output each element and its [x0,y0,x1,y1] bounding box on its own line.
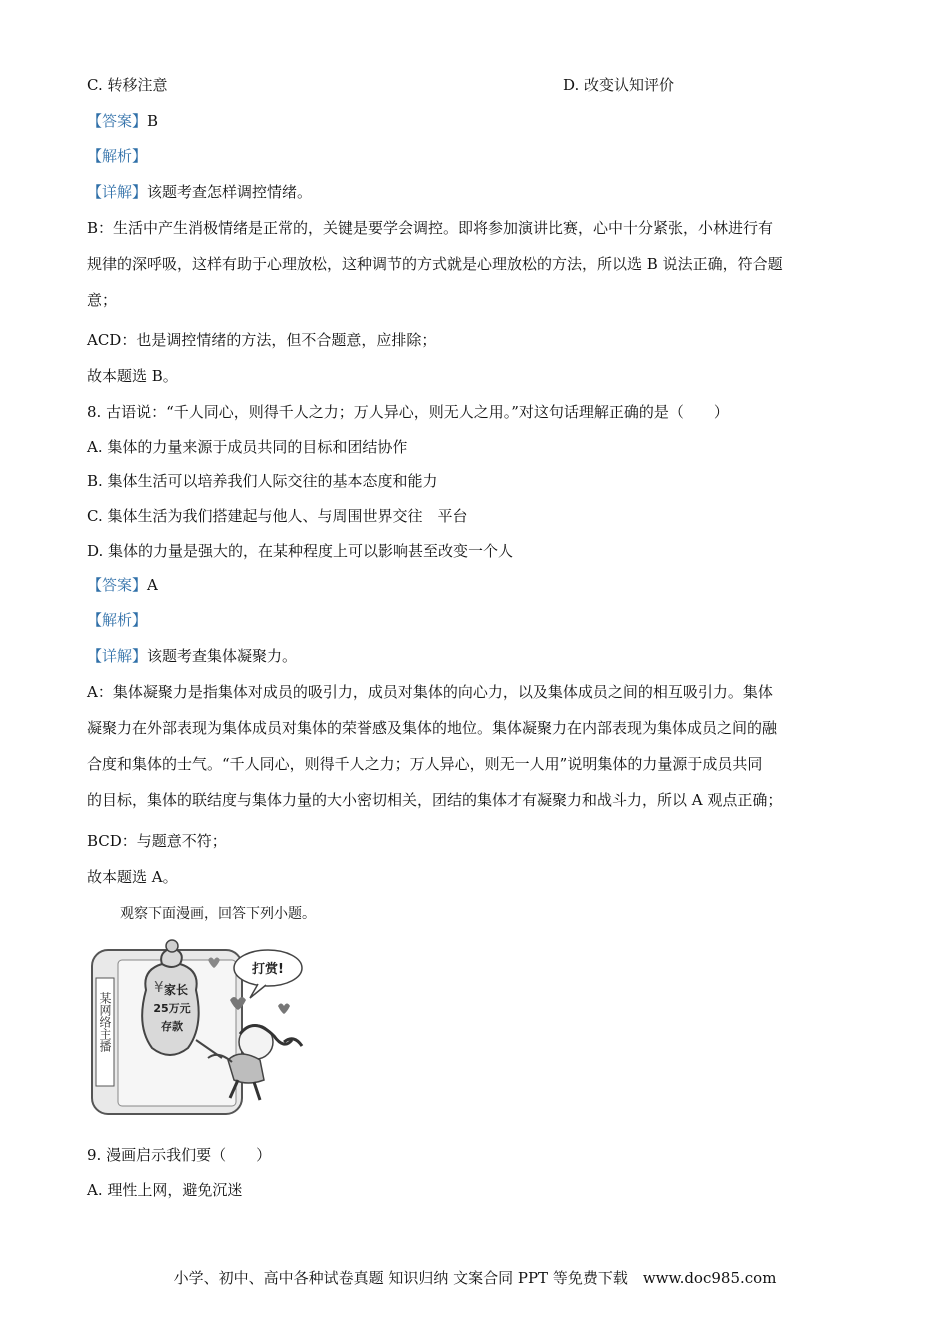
page-footer: 小学、初中、高中各种试卷真题 知识归纳 文案合同 PPT 等免费下载 www.doc985.com [173,1269,777,1287]
bag-label-3: 存款 [161,1020,183,1033]
q7-detail [87,182,312,202]
comic-prompt: 观察下面漫画，回答下列小题。 [120,906,316,922]
answer-value: B [147,112,159,130]
speech-text: 打赏! [252,962,284,977]
q8-explanation-bcd: BCD：与题意不符； [87,832,227,850]
q8-analysis-tag: 【解析】 [87,611,148,629]
q9-stem: 9. 漫画启示我们要（ ） [87,1146,272,1164]
girl-body [228,1054,264,1083]
answer-tag: 【答案】 [87,576,148,594]
q7-conclusion: 故本题选 B。 [87,367,178,385]
q7-explanation-b-3: 意； [87,291,118,309]
svg-text:¥: ¥ [154,978,164,996]
detail-text: 该题考查怎样调控情绪。 [147,183,313,201]
q8-option-d: D. 集体的力量是强大的，在某种程度上可以影响甚至改变一个人 [87,542,514,560]
q8-stem: 8. 古语说：“千人同心，则得千人之力；万人异心，则无人之用。”对这句话理解正确的是（ ） [87,403,729,421]
q8-option-a: A. 集体的力量来源于成员共同的目标和团结协作 [87,438,408,456]
q8-detail [87,646,297,666]
q7-explanation-acd: ACD：也是调控情绪的方法，但不合题意，应排除； [87,331,437,349]
q7-analysis-tag: 【解析】 [87,147,148,165]
q8-option-b: B. 集体生活可以培养我们人际交往的基本态度和能力 [87,472,438,490]
comic-illustration [88,930,310,1118]
q9-option-a: A. 理性上网，避免沉迷 [87,1181,243,1199]
bag-label-1: 家长 [163,983,189,997]
q8-option-c: C. 集体生活为我们搭建起与他人、与周围世界交往 平台 [87,507,468,525]
q8-explanation-a-1: A：集体凝聚力是指集体对成员的吸引力，成员对集体的向心力，以及集体成员之间的相互吸引力。集体 [87,683,773,701]
q7-explanation-b-2: 规律的深呼吸，这样有助于心理放松，这种调节的方式就是心理放松的方法，所以选 B 说法正确，符合题 [87,255,783,273]
detail-text: 该题考查集体凝聚力。 [147,647,298,665]
answer-tag: 【答案】 [87,112,148,130]
q7-explanation-b-1: B：生活中产生消极情绪是正常的，关键是要学会调控。即将参加演讲比赛，心中十分紧张，小林进行有 [87,219,774,237]
q8-explanation-a-2: 凝聚力在外部表现为集体成员对集体的荣誉感及集体的地位。集体凝聚力在内部表现为集体成员之间的融 [87,719,778,737]
answer-value: A [147,576,158,594]
q8-answer [87,575,158,595]
q7-option-d: D. 改变认知评价 [563,76,675,94]
detail-tag: 【详解】 [87,647,148,665]
heart-icon [278,1004,290,1015]
q8-conclusion: 故本题选 A。 [87,868,178,886]
bag-label-2: 25万元 [153,1002,191,1015]
q7-option-c: C. 转移注意 D. 改变认知评价 [87,76,675,94]
q8-explanation-a-3: 合度和集体的士气。“千人同心，则得千人之力；万人异心，则无一人用”说明集体的力量源于成员共同 [87,755,763,773]
detail-tag: 【详解】 [87,183,148,201]
q8-explanation-a-4: 的目标，集体的联结度与集体力量的大小密切相关，团结的集体才有凝聚力和战斗力，所以 A 观点正确； [87,791,783,809]
phone-label: 某网络主播 [98,992,112,1052]
q7-answer [87,111,158,131]
